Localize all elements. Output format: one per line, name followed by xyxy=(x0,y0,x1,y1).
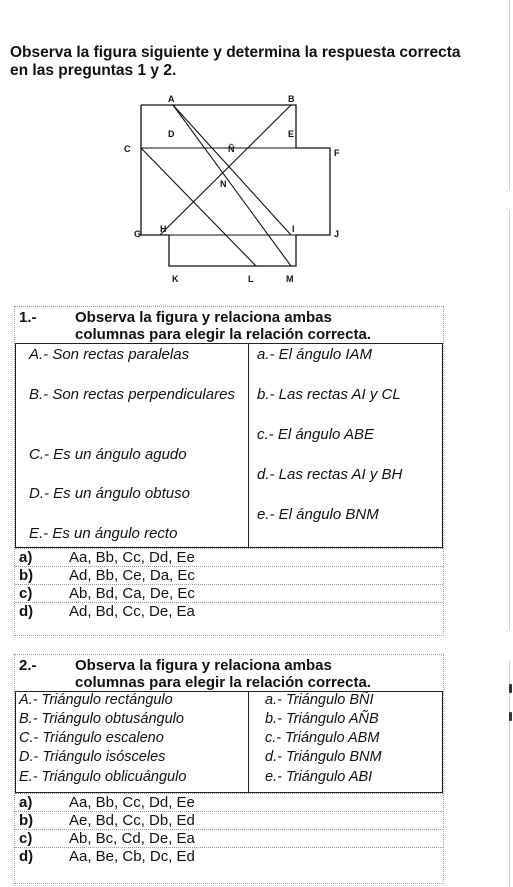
q2-right-item: a.- Triángulo BÑI xyxy=(265,692,374,708)
answer-option[interactable] xyxy=(15,566,443,584)
label-g: G xyxy=(134,229,142,239)
q2-right-item: c.- Triángulo ABM xyxy=(265,730,380,746)
answer-option-value: Ad, Bb, Ce, Da, Ec xyxy=(69,567,195,584)
answer-option-label: d) xyxy=(19,603,34,620)
question-1-left-column xyxy=(16,344,249,547)
label-h: H xyxy=(160,224,167,234)
label-b: B xyxy=(288,94,295,104)
geometry-figure xyxy=(110,92,360,292)
question-1-title-line1: Observa la figura y relaciona ambas xyxy=(75,309,332,326)
answer-option[interactable] xyxy=(15,811,443,829)
label-j: J xyxy=(334,229,340,239)
margin-guide-line xyxy=(509,660,510,887)
answer-option[interactable] xyxy=(15,829,443,847)
answer-option[interactable] xyxy=(15,584,443,602)
question-1-header xyxy=(15,307,443,343)
answer-option-label: c) xyxy=(19,585,33,602)
question-1-number: 1.- xyxy=(19,309,37,326)
margin-mark xyxy=(509,712,512,721)
answer-option-label: b) xyxy=(19,567,34,584)
q2-right-item: b.- Triángulo AÑB xyxy=(265,711,379,727)
question-2-matching-table xyxy=(15,691,443,793)
q2-left-item: A.- Triángulo rectángulo xyxy=(19,692,173,708)
line-b-h xyxy=(160,105,291,235)
q1-left-item: D.- Es un ángulo obtuso xyxy=(29,485,190,502)
q2-left-item: C.- Triángulo escaleno xyxy=(19,730,164,746)
answer-option[interactable] xyxy=(15,548,443,566)
answer-option[interactable] xyxy=(15,602,443,620)
answer-option-value: Ab, Bc, Cd, De, Ea xyxy=(69,830,195,847)
q1-right-item: a.- El ángulo IAM xyxy=(257,346,373,363)
answer-option-label: a) xyxy=(19,549,33,566)
label-m: M xyxy=(286,274,294,284)
answer-option-value: Aa, Bb, Cc, Dd, Ee xyxy=(69,794,195,811)
question-2 xyxy=(14,654,444,884)
label-i: I xyxy=(292,224,295,234)
question-2-header xyxy=(15,655,443,691)
line-c-l xyxy=(141,148,256,266)
label-e: E xyxy=(288,129,295,139)
q2-left-item: E.- Triángulo oblicuángulo xyxy=(19,769,187,785)
label-n-tilde: Ñ xyxy=(228,144,235,154)
q1-right-item: e.- El ángulo BNM xyxy=(257,506,379,523)
answer-option[interactable] xyxy=(15,793,443,811)
answer-option-value: Ad, Bd, Cc, De, Ea xyxy=(69,603,195,620)
q1-right-item: b.- Las rectas AI y CL xyxy=(257,386,401,403)
answer-option-value: Ab, Bd, Ca, De, Ec xyxy=(69,585,195,602)
question-1-right-column xyxy=(249,344,442,547)
question-2-right-column xyxy=(249,692,442,792)
label-l: L xyxy=(248,274,254,284)
q2-left-item: B.- Triángulo obtusángulo xyxy=(19,711,184,727)
label-c: C xyxy=(124,144,131,154)
question-2-title-line1: Observa la figura y relaciona ambas xyxy=(75,657,332,674)
label-d: D xyxy=(168,129,175,139)
q1-right-item: d.- Las rectas AI y BH xyxy=(257,466,403,483)
q1-left-item: C.- Es un ángulo agudo xyxy=(29,446,187,463)
q2-right-item: d.- Triángulo BNM xyxy=(265,749,382,765)
margin-guide-line xyxy=(509,210,510,630)
q1-left-item: B.- Son rectas perpendiculares xyxy=(29,386,235,403)
q2-right-item: e.- Triángulo ABI xyxy=(265,769,373,785)
question-1-title xyxy=(75,309,443,343)
q1-left-item: A.- Son rectas paralelas xyxy=(29,346,190,363)
margin-mark xyxy=(509,684,512,693)
answer-option-label: c) xyxy=(19,830,33,847)
q1-right-item: c.- El ángulo ABE xyxy=(257,426,375,443)
label-k: K xyxy=(172,274,179,284)
label-f: F xyxy=(334,148,340,158)
question-2-number: 2.- xyxy=(19,657,37,674)
q2-left-item: D.- Triángulo isósceles xyxy=(19,749,166,765)
q1-left-item: E.- Es un ángulo recto xyxy=(29,525,178,542)
question-1-matching-table xyxy=(15,343,443,548)
answer-option-label: b) xyxy=(19,812,34,829)
question-1 xyxy=(14,306,444,636)
margin-guide-line xyxy=(509,0,510,190)
answer-option-value: Aa, Be, Cb, Dc, Ed xyxy=(69,848,195,865)
answer-option-value: Ae, Bd, Cc, Db, Ed xyxy=(69,812,195,829)
label-a: A xyxy=(168,94,175,104)
answer-option-value: Aa, Bb, Cc, Dd, Ee xyxy=(69,549,195,566)
line-a-i xyxy=(173,105,291,235)
question-2-left-column xyxy=(16,692,249,792)
instructions-heading: Observa la figura siguiente y determina la respuesta correcta en las preguntas 1 y 2. xyxy=(10,44,461,79)
question-2-title xyxy=(75,657,443,691)
answer-option-label: d) xyxy=(19,848,34,865)
question-2-title-line2: columnas para elegir la relación correcta. xyxy=(75,674,371,691)
answer-option[interactable] xyxy=(15,847,443,865)
label-n: N xyxy=(220,179,227,189)
answer-option-label: a) xyxy=(19,794,33,811)
question-1-title-line2: columnas para elegir la relación correcta. xyxy=(75,326,371,343)
